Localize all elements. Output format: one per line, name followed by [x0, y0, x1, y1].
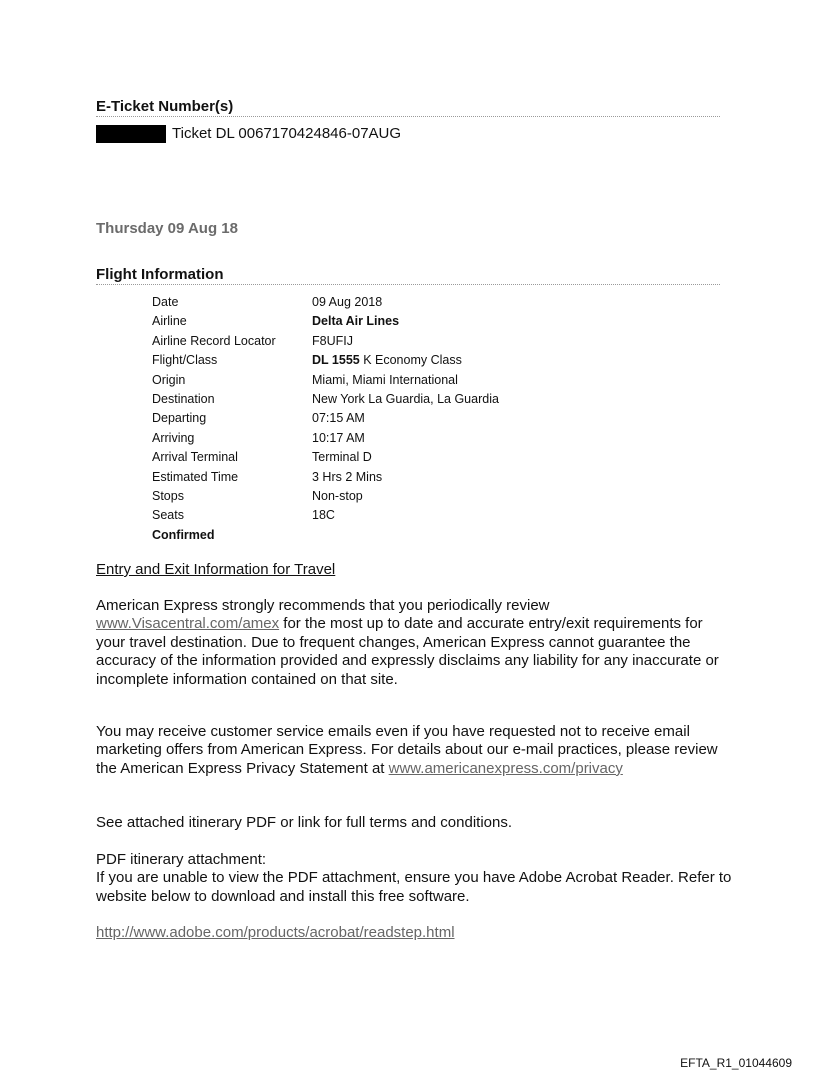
origin-label: Origin: [152, 372, 186, 387]
privacy-text: You may receive customer service emails even if you have requested not to receive email marketing offers from American Express. For details about our e-mail practices, please review the American Express Privacy Statement at: [96, 723, 718, 777]
table-row: [152, 468, 499, 487]
pdf-intro: PDF itinerary attachment:: [96, 851, 267, 868]
table-row: [152, 351, 499, 370]
departing-label: Departing: [152, 411, 207, 426]
table-row: [152, 371, 499, 390]
table-row: [152, 429, 499, 448]
arrival-terminal-value: Terminal D: [312, 450, 372, 465]
visacentral-link[interactable]: www.Visacentral.com/amex: [96, 615, 280, 633]
redaction-bar: [96, 125, 166, 143]
booking-status: Confirmed: [152, 527, 215, 542]
ticket-line: [96, 124, 401, 143]
table-row: [152, 487, 499, 506]
estimated-time-label: Estimated Time: [152, 469, 239, 484]
destination-label: Destination: [152, 392, 215, 407]
arriving-label: Arriving: [152, 430, 195, 445]
ticket-number: Ticket DL 0067170424846-07AUG: [172, 125, 402, 142]
flight-class-label: Flight/Class: [152, 353, 218, 368]
table-row: [152, 312, 499, 331]
table-row: [152, 409, 499, 428]
estimated-time-value: 3 Hrs 2 Mins: [312, 469, 383, 484]
date-value: 09 Aug 2018: [312, 295, 383, 309]
flight-number: DL 1555: [312, 353, 360, 368]
stops-value: Non-stop: [312, 489, 363, 504]
entry-exit-text-start: American Express strongly recommends that you periodically review: [96, 597, 550, 614]
table-row: [152, 506, 499, 525]
privacy-link[interactable]: www.americanexpress.com/privacy: [388, 759, 623, 777]
destination-value: New York La Guardia, La Guardia: [312, 392, 499, 407]
pdf-instructions: If you are unable to view the PDF attachment, ensure you have Adobe Acrobat Reader. Refer to website below to download and install this free software.: [96, 869, 732, 905]
seats-label: Seats: [152, 508, 184, 523]
table-row: [152, 448, 499, 467]
origin-value: Miami, Miami International: [312, 372, 458, 387]
record-locator-value: F8UFIJ: [312, 333, 353, 348]
flight-info-heading: Flight Information: [96, 266, 720, 285]
fare-class: K Economy Class: [359, 353, 462, 368]
travel-date-heading: Thursday 09 Aug 18: [96, 220, 238, 237]
arriving-value: 10:17 AM: [312, 430, 365, 445]
entry-exit-text-end: for the most up to date and accurate entry/exit requirements for your travel destination. Due to frequent changes, American Express cannot guarantee the accuracy of the information provided and expressly disclaims any liability for any inaccurate or incomplete information contained on that site.: [96, 615, 719, 688]
flight-class-value: [312, 351, 499, 370]
entry-exit-title: Entry and Exit Information for Travel: [96, 561, 336, 578]
seats-value: 18C: [312, 508, 335, 523]
adobe-link[interactable]: http://www.adobe.com/products/acrobat/readstep.html: [96, 924, 455, 941]
departing-value: 07:15 AM: [312, 411, 365, 426]
arrival-terminal-label: Arrival Terminal: [152, 450, 238, 465]
stops-label: Stops: [152, 489, 184, 504]
flight-details-table: [152, 293, 499, 545]
table-row: [152, 332, 499, 351]
table-row: [152, 390, 499, 409]
document-id: EFTA_R1_01044609: [680, 1056, 792, 1070]
pdf-paragraph: [96, 851, 736, 906]
terms-paragraph: See attached itinerary PDF or link for full terms and conditions.: [96, 814, 513, 831]
airline-value: Delta Air Lines: [312, 314, 400, 329]
adobe-link-line: [96, 924, 736, 942]
date-label: Date: [152, 295, 179, 309]
privacy-paragraph: [96, 723, 736, 778]
record-locator-label: Airline Record Locator: [152, 333, 276, 348]
entry-exit-paragraph: [96, 597, 736, 689]
table-row: [152, 526, 499, 545]
airline-label: Airline: [152, 314, 187, 329]
table-row: [152, 293, 499, 312]
eticket-heading: E-Ticket Number(s): [96, 98, 720, 117]
